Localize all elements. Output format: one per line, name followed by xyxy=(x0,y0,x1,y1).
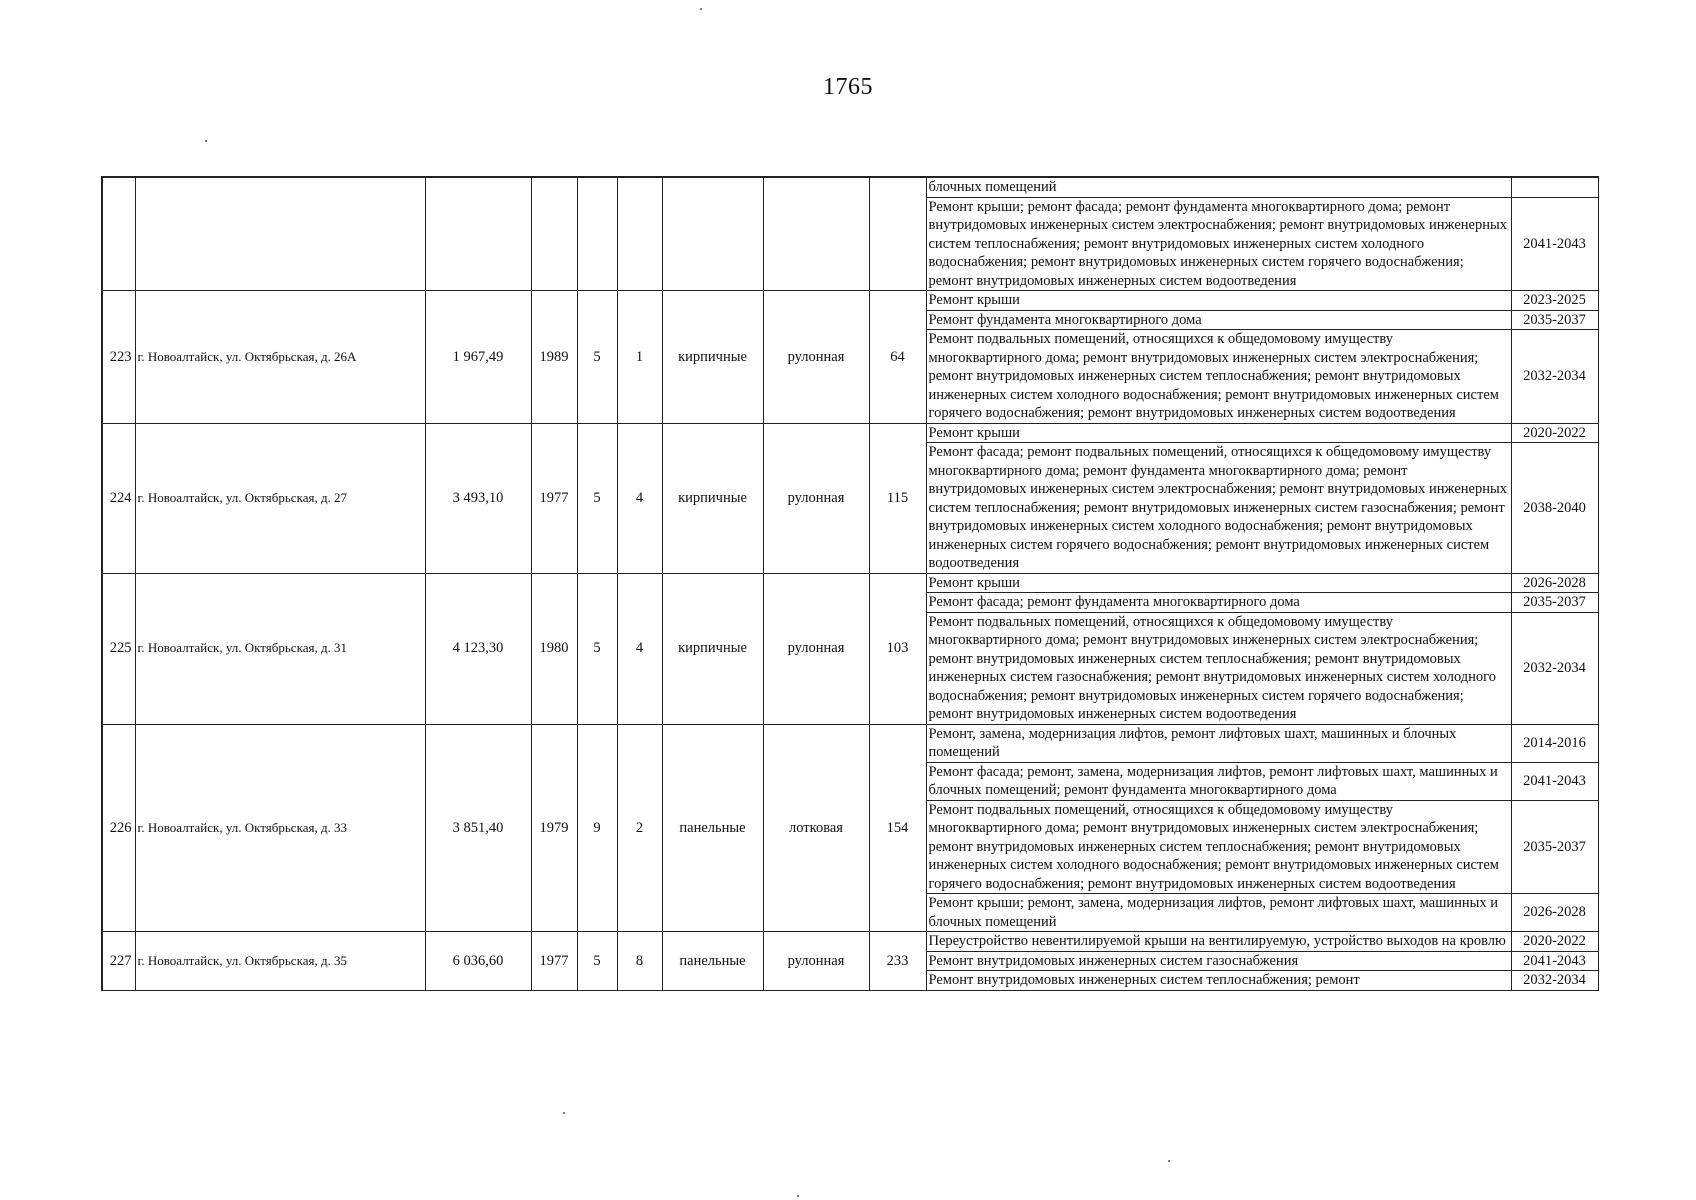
floor-count: 5 xyxy=(577,291,617,424)
empty-cell xyxy=(763,177,869,291)
total-area: 4 123,30 xyxy=(425,573,531,724)
work-description: Ремонт фасада; ремонт, замена, модернизация лифтов, ремонт лифтовых шахт, машинных и блочных помещений; ремонт фундамента многоквартирного дома xyxy=(926,762,1511,800)
table-row xyxy=(102,724,1598,762)
empty-cell xyxy=(617,177,662,291)
work-description: Ремонт, замена, модернизация лифтов, ремонт лифтовых шахт, машинных и блочных помещений xyxy=(926,724,1511,762)
floor-count: 5 xyxy=(577,423,617,573)
wall-material: панельные xyxy=(662,932,763,991)
total-area: 1 967,49 xyxy=(425,291,531,424)
work-description: Ремонт крыши xyxy=(926,291,1511,311)
resident-count: 233 xyxy=(869,932,926,991)
work-description: блочных помещений xyxy=(926,177,1511,197)
work-description: Ремонт крыши xyxy=(926,423,1511,443)
total-area: 3 493,10 xyxy=(425,423,531,573)
work-period: 2035-2037 xyxy=(1511,593,1598,613)
work-description: Ремонт фасада; ремонт фундамента многоквартирного дома xyxy=(926,593,1511,613)
work-period: 2023-2025 xyxy=(1511,291,1598,311)
building-address: г. Новоалтайск, ул. Октябрьская, д. 26А xyxy=(135,291,425,424)
empty-cell xyxy=(662,177,763,291)
work-description: Переустройство невентилируемой крыши на вентилируемую, устройство выходов на кровлю xyxy=(926,932,1511,952)
wall-material: панельные xyxy=(662,724,763,932)
work-period: 2014-2016 xyxy=(1511,724,1598,762)
entrance-count: 4 xyxy=(617,423,662,573)
work-description: Ремонт крыши; ремонт, замена, модернизация лифтов, ремонт лифтовых шахт, машинных и блочных помещений xyxy=(926,894,1511,932)
build-year: 1980 xyxy=(531,573,577,724)
work-period: 2026-2028 xyxy=(1511,573,1598,593)
row-number: 227 xyxy=(102,932,135,991)
scan-speck xyxy=(1168,1160,1170,1162)
table-body xyxy=(102,177,1598,990)
entrance-count: 1 xyxy=(617,291,662,424)
entrance-count: 4 xyxy=(617,573,662,724)
roof-type: рулонная xyxy=(763,573,869,724)
resident-count: 154 xyxy=(869,724,926,932)
empty-cell xyxy=(102,177,135,291)
roof-type: рулонная xyxy=(763,423,869,573)
work-period: 2020-2022 xyxy=(1511,932,1598,952)
floor-count: 5 xyxy=(577,932,617,991)
work-period: 2032-2034 xyxy=(1511,612,1598,724)
row-number: 225 xyxy=(102,573,135,724)
floor-count: 5 xyxy=(577,573,617,724)
table-row xyxy=(102,291,1598,311)
build-year: 1989 xyxy=(531,291,577,424)
floor-count: 9 xyxy=(577,724,617,932)
roof-type: рулонная xyxy=(763,291,869,424)
entrance-count: 2 xyxy=(617,724,662,932)
work-description: Ремонт фасада; ремонт подвальных помещений, относящихся к общедомовому имуществу многоквартирного дома; ремонт фундамента многоквартирного дома; ремонт внутридомовых инженерных систем электроснабжения; ремонт внутридомовых инженерных систем теплоснабжения; ремонт внутридомовых инженерных систем газоснабжения; ремонт внутридомовых инженерных систем холодного водоснабжения; ремонт внутридомовых инженерных систем горячего водоснабжения; ремонт внутридомовых инженерных систем водоотведения xyxy=(926,443,1511,574)
work-description: Ремонт внутридомовых инженерных систем теплоснабжения; ремонт xyxy=(926,971,1511,991)
scan-speck xyxy=(700,8,702,10)
empty-cell xyxy=(135,177,425,291)
total-area: 6 036,60 xyxy=(425,932,531,991)
work-period: 2035-2037 xyxy=(1511,800,1598,894)
empty-cell xyxy=(869,177,926,291)
scan-speck xyxy=(797,1195,799,1197)
work-description: Ремонт фундамента многоквартирного дома xyxy=(926,310,1511,330)
building-address: г. Новоалтайск, ул. Октябрьская, д. 27 xyxy=(135,423,425,573)
build-year: 1979 xyxy=(531,724,577,932)
work-period: 2035-2037 xyxy=(1511,310,1598,330)
work-description: Ремонт крыши xyxy=(926,573,1511,593)
work-period: 2038-2040 xyxy=(1511,443,1598,574)
build-year: 1977 xyxy=(531,932,577,991)
row-number: 226 xyxy=(102,724,135,932)
table-row xyxy=(102,177,1598,197)
wall-material: кирпичные xyxy=(662,573,763,724)
work-description: Ремонт подвальных помещений, относящихся к общедомовому имуществу многоквартирного дома; ремонт внутридомовых инженерных систем электроснабжения; ремонт внутридомовых инженерных систем теплоснабжения; ремонт внутридомовых инженерных систем газоснабжения; ремонт внутридомовых инженерных систем холодного водоснабжения; ремонт внутридомовых инженерных систем горячего водоснабжения; ремонт внутридомовых инженерных систем водоотведения xyxy=(926,612,1511,724)
entrance-count: 8 xyxy=(617,932,662,991)
work-period: 2041-2043 xyxy=(1511,197,1598,291)
work-description: Ремонт крыши; ремонт фасада; ремонт фундамента многоквартирного дома; ремонт внутридомовых инженерных систем электроснабжения; ремонт внутридомовых инженерных систем теплоснабжения; ремонт внутридомовых инженерных систем холодного водоснабжения; ремонт внутридомовых инженерных систем горячего водоснабжения; ремонт внутридомовых инженерных систем водоотведения xyxy=(926,197,1511,291)
wall-material: кирпичные xyxy=(662,291,763,424)
work-period: 2032-2034 xyxy=(1511,330,1598,424)
work-period: 2026-2028 xyxy=(1511,894,1598,932)
resident-count: 64 xyxy=(869,291,926,424)
work-description: Ремонт подвальных помещений, относящихся к общедомовому имуществу многоквартирного дома; ремонт внутридомовых инженерных систем электроснабжения; ремонт внутридомовых инженерных систем теплоснабжения; ремонт внутридомовых инженерных систем холодного водоснабжения; ремонт внутридомовых инженерных систем горячего водоснабжения; ремонт внутридомовых инженерных систем водоотведения xyxy=(926,800,1511,894)
empty-cell xyxy=(531,177,577,291)
capital-repair-table xyxy=(101,176,1599,991)
table-row xyxy=(102,573,1598,593)
row-number: 224 xyxy=(102,423,135,573)
empty-cell xyxy=(425,177,531,291)
roof-type: рулонная xyxy=(763,932,869,991)
build-year: 1977 xyxy=(531,423,577,573)
table-row xyxy=(102,423,1598,443)
work-description: Ремонт подвальных помещений, относящихся к общедомовому имуществу многоквартирного дома; ремонт внутридомовых инженерных систем электроснабжения; ремонт внутридомовых инженерных систем теплоснабжения; ремонт внутридомовых инженерных систем холодного водоснабжения; ремонт внутридомовых инженерных систем горячего водоснабжения; ремонт внутридомовых инженерных систем водоотведения xyxy=(926,330,1511,424)
scan-speck xyxy=(205,140,207,142)
table-row xyxy=(102,932,1598,952)
roof-type: лотковая xyxy=(763,724,869,932)
building-address: г. Новоалтайск, ул. Октябрьская, д. 31 xyxy=(135,573,425,724)
wall-material: кирпичные xyxy=(662,423,763,573)
building-address: г. Новоалтайск, ул. Октябрьская, д. 33 xyxy=(135,724,425,932)
page-number: 1765 xyxy=(823,74,873,100)
work-period: 2041-2043 xyxy=(1511,762,1598,800)
work-period xyxy=(1511,177,1598,197)
scan-speck xyxy=(563,1112,565,1114)
work-period: 2041-2043 xyxy=(1511,951,1598,971)
resident-count: 103 xyxy=(869,573,926,724)
work-description: Ремонт внутридомовых инженерных систем газоснабжения xyxy=(926,951,1511,971)
total-area: 3 851,40 xyxy=(425,724,531,932)
empty-cell xyxy=(577,177,617,291)
row-number: 223 xyxy=(102,291,135,424)
resident-count: 115 xyxy=(869,423,926,573)
building-address: г. Новоалтайск, ул. Октябрьская, д. 35 xyxy=(135,932,425,991)
work-period: 2032-2034 xyxy=(1511,971,1598,991)
work-period: 2020-2022 xyxy=(1511,423,1598,443)
